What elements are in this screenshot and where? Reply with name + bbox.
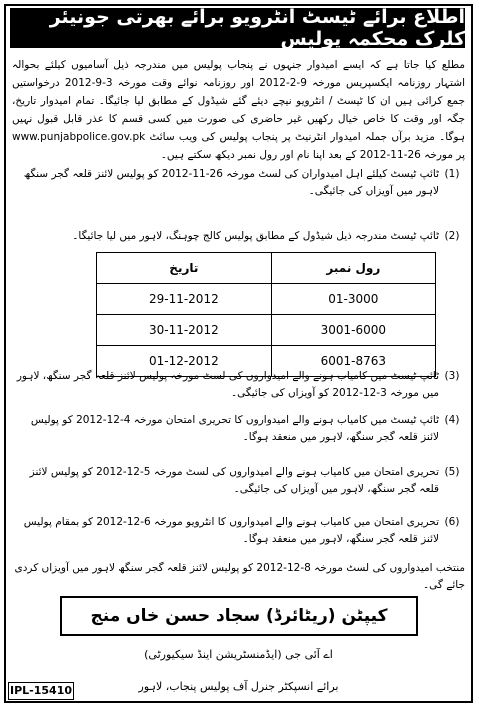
- item-text: ٹائپ ٹیسٹ کیلئے اہل امیدواران کی لسٹ مورخہ 26-11-2012 کو پولیس لائنز قلعہ گجر سنگھ لاہور میں آویزاں کی جائیگی۔: [23, 168, 439, 197]
- item-5: [10, 464, 465, 498]
- table-row: [97, 315, 436, 346]
- cell-roll: 6001-8763: [271, 346, 435, 377]
- signature-designation: اے آئی جی (ایڈمنسٹریشن اینڈ سیکیورٹی): [144, 648, 333, 661]
- item-number: (3): [444, 370, 460, 382]
- cell-roll: 01-3000: [271, 284, 435, 315]
- cell-date: 29-11-2012: [97, 284, 272, 315]
- table-row: [97, 284, 436, 315]
- final-note: منتخب امیدواروں کی لسٹ مورخہ 8-12-2012 کو پولیس لائنز قلعہ گجر سنگھ لاہور میں آویزاں کردی جائے گی۔: [14, 562, 465, 591]
- item-4: [10, 412, 465, 446]
- item-text: ٹائپ ٹیسٹ مندرجہ ذیل شیڈول کے مطابق پولیس کالج چوہنگ، لاہور میں لیا جائیگا۔: [72, 230, 439, 242]
- item-number: (6): [444, 516, 460, 528]
- notice-title: اطلاع برائے ٹیسٹ انٹرویو برائے بھرتی جونیئر کلرک محکمہ پولیس: [10, 8, 465, 48]
- item-number: (2): [444, 230, 460, 242]
- signature-office: برائے انسپکٹر جنرل آف پولیس پنجاب، لاہور: [138, 680, 339, 693]
- item-text: ٹائپ ٹیسٹ میں کامیاب ہونے والے امیدواروں کی لسٹ مورخہ پولیس لائنز قلعہ گجر سنگھ، لاہور میں مورخہ 3-12-2012 کو آویزاں کی جائیگی۔: [16, 370, 439, 399]
- item-2: [10, 228, 465, 245]
- table-header-row: [97, 253, 436, 284]
- header-roll: رول نمبر: [271, 253, 435, 284]
- item-3: [10, 368, 465, 402]
- item-6: [10, 514, 465, 548]
- item-text: ٹائپ ٹیسٹ میں کامیاب ہونے والے امیدواروں کا تحریری امتحان مورخہ 4-12-2012 کو پولیس لائنز قلعہ گجر سنگھ، لاہور میں منعقد ہوگا۔: [30, 414, 439, 443]
- item-text: تحریری امتحان میں کامیاب ہونے والے امیدواروں کا انٹرویو مورخہ 6-12-2012 کو بمقام پولیس لائنز قلعہ گجر سنگھ، لاہور میں منعقد ہوگا۔: [23, 516, 439, 545]
- item-1: [10, 166, 465, 200]
- item-number: (1): [444, 168, 460, 180]
- cell-date: 01-12-2012: [97, 346, 272, 377]
- cell-roll: 3001-6000: [271, 315, 435, 346]
- header-date: تاریخ: [97, 253, 272, 284]
- intro-paragraph: مطلع کیا جاتا ہے کہ ایسے امیدوار جنہوں نے پنجاب پولیس میں مندرجہ ذیل آسامیوں کیلئے بحوالہ اشتہار روزنامہ ایکسپریس مورخہ 9-2-2012 اور روزنامہ نوائے وقت مورخہ 3-9-2012 درخواستیں جمع کرائی ہیں ان کا ٹیسٹ / انٹرویو نیچے دیئے گئے شیڈول کے مطابق لیا جائیگا۔ تمام امیدوار تاریخ، جگہ اور وقت کا خاص خیال رکھیں غیر حاضری کی صورت میں کسی قسم کا عذر قابل قبول نہیں ہوگا۔ مزید برآں جملہ امیدوار انٹرنیٹ پر پنجاب پولیس کی ویب سائٹ www.punjabpolice.gov.pk پر مورخہ 26-11-2012 کے بعد اپنا نام اور رول نمبر دیکھ سکتے ہیں۔: [12, 59, 465, 161]
- cell-date: 30-11-2012: [97, 315, 272, 346]
- item-number: (5): [444, 466, 460, 478]
- signature-name: کیپٹن (ریٹائرڈ) سجاد حسن خاں منج: [60, 596, 418, 636]
- schedule-table: [96, 252, 436, 377]
- item-number: (4): [444, 414, 460, 426]
- reference-number: IPL-15410: [8, 682, 74, 700]
- item-text: تحریری امتحان میں کامیاب ہونے والے امیدواروں کی لسٹ مورخہ 5-12-2012 کو پولیس لائنز قلعہ گجر سنگھ، لاہور میں آویزاں کی جائیگی۔: [29, 466, 439, 495]
